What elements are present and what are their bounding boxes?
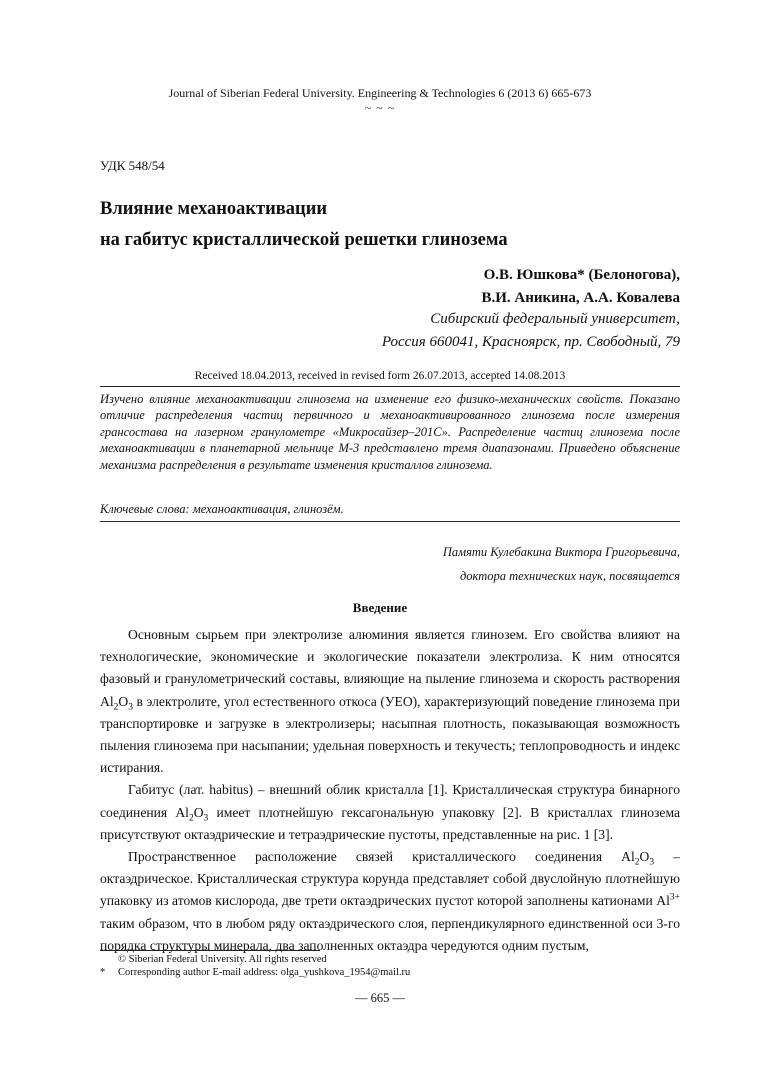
paragraph-1: Основным сырьем при электролизе алюминия является глинозем. Его свойства влияют на технологические, экономические и экологические показатели электролиза. К ним относятся фазовый и гранулометрический составы, влияющие на пыление глинозема и скорость растворения $Al_2O_3$ в электролите, угол естественного откоса (УЕО), характеризующий поведение глинозема при транспортировке и загрузке в электролизеры; насыпная плотность, показывающая возможность пыления глинозема при насыпании; удельная поверхность и текучесть; теплопроводность и индекс истирания. — [100, 627, 680, 776]
paragraph-2: Габитус (лат. habitus) – внешний облик кристалла [1]. Кристаллическая структура бинарного соединения $Al_2O_3$ имеет плотнейшую гексагональную упаковку [2]. В кристаллах глинозема присутствуют октаэдрические и тетраэдрические пустоты, представленные на рис. 1 [3]. — [100, 782, 680, 842]
affiliation-line-2: Россия 660041, Красноярск, пр. Свободный, 79 — [381, 334, 680, 350]
affiliation-line-1: Сибирский федеральный университет, — [430, 311, 680, 327]
journal-header: Journal of Siberian Federal University. Engineering & Technologies 6 (2013 6) 665-673 — [168, 86, 592, 100]
dedication — [443, 540, 680, 588]
footnote-corresponding-author: * Corresponding author E-mail address: olga_yushkova_1954@mail.ru — [100, 967, 411, 978]
authors-line-2: В.И. Аникина, А.А. Ковалева — [481, 290, 680, 306]
article-title — [100, 194, 508, 256]
affiliation — [382, 308, 680, 354]
abstract-top-rule — [100, 386, 680, 387]
footnote-rule — [100, 950, 320, 951]
page-number: — 665 — — [355, 991, 405, 1005]
dedication-line-2: доктора технических наук, посвящается — [459, 569, 680, 583]
footnotes — [100, 953, 410, 979]
paragraph-3: Пространственное расположение связей кристаллического соединения $Al_2O_3$ – октаэдрическое. Кристаллическая структура корунда представляет собой двуслойную плотнейшую упаковку из атомов кислорода, две трети октаэдрических пустот которой заполнены катионами $Al^{3+}$ таким образом, что в любом ряду октаэдрического слоя, перпендикулярного единственной оси 3-го порядка структуры минерала, два заполненных октаэдра чередуются одним пустым, — [100, 849, 680, 953]
keywords: Ключевые слова: механоактивация, глинозём. — [100, 502, 344, 516]
footnote-copyright: © Siberian Federal University. All rights reserved — [118, 954, 327, 965]
body-text — [100, 624, 680, 957]
udk-code: УДК 548/54 — [100, 158, 165, 173]
header-ornament: ~ ~ ~ — [364, 101, 396, 115]
authors — [481, 264, 680, 310]
section-heading: Введение — [352, 600, 408, 615]
dedication-line-1: Памяти Кулебакина Виктора Григорьевича, — [442, 545, 680, 559]
authors-line-1: О.В. Юшкова* (Белоногова), — [483, 267, 680, 283]
title-line-1: Влияние механоактивации — [100, 199, 328, 219]
abstract-bottom-rule — [100, 521, 680, 522]
title-line-2: на габитус кристаллической решетки глинозема — [100, 230, 508, 250]
received-dates: Received 18.04.2013, received in revised form 26.07.2013, accepted 14.08.2013 — [194, 370, 566, 382]
abstract: Изучено влияние механоактивации глинозема на изменение его физико-механических свойств. Показано отличие распределения частиц первичного и механоактивированного глинозема после измерения грансостава на лазерном гранулометре «Микросайзер–201С». Распределение частиц глинозема после механоактивации в планетарной мельнице М-3 представлено тремя диапазонами. Приведено объяснение механизма распределения в результате изменения кристаллов глинозема. — [100, 392, 680, 472]
